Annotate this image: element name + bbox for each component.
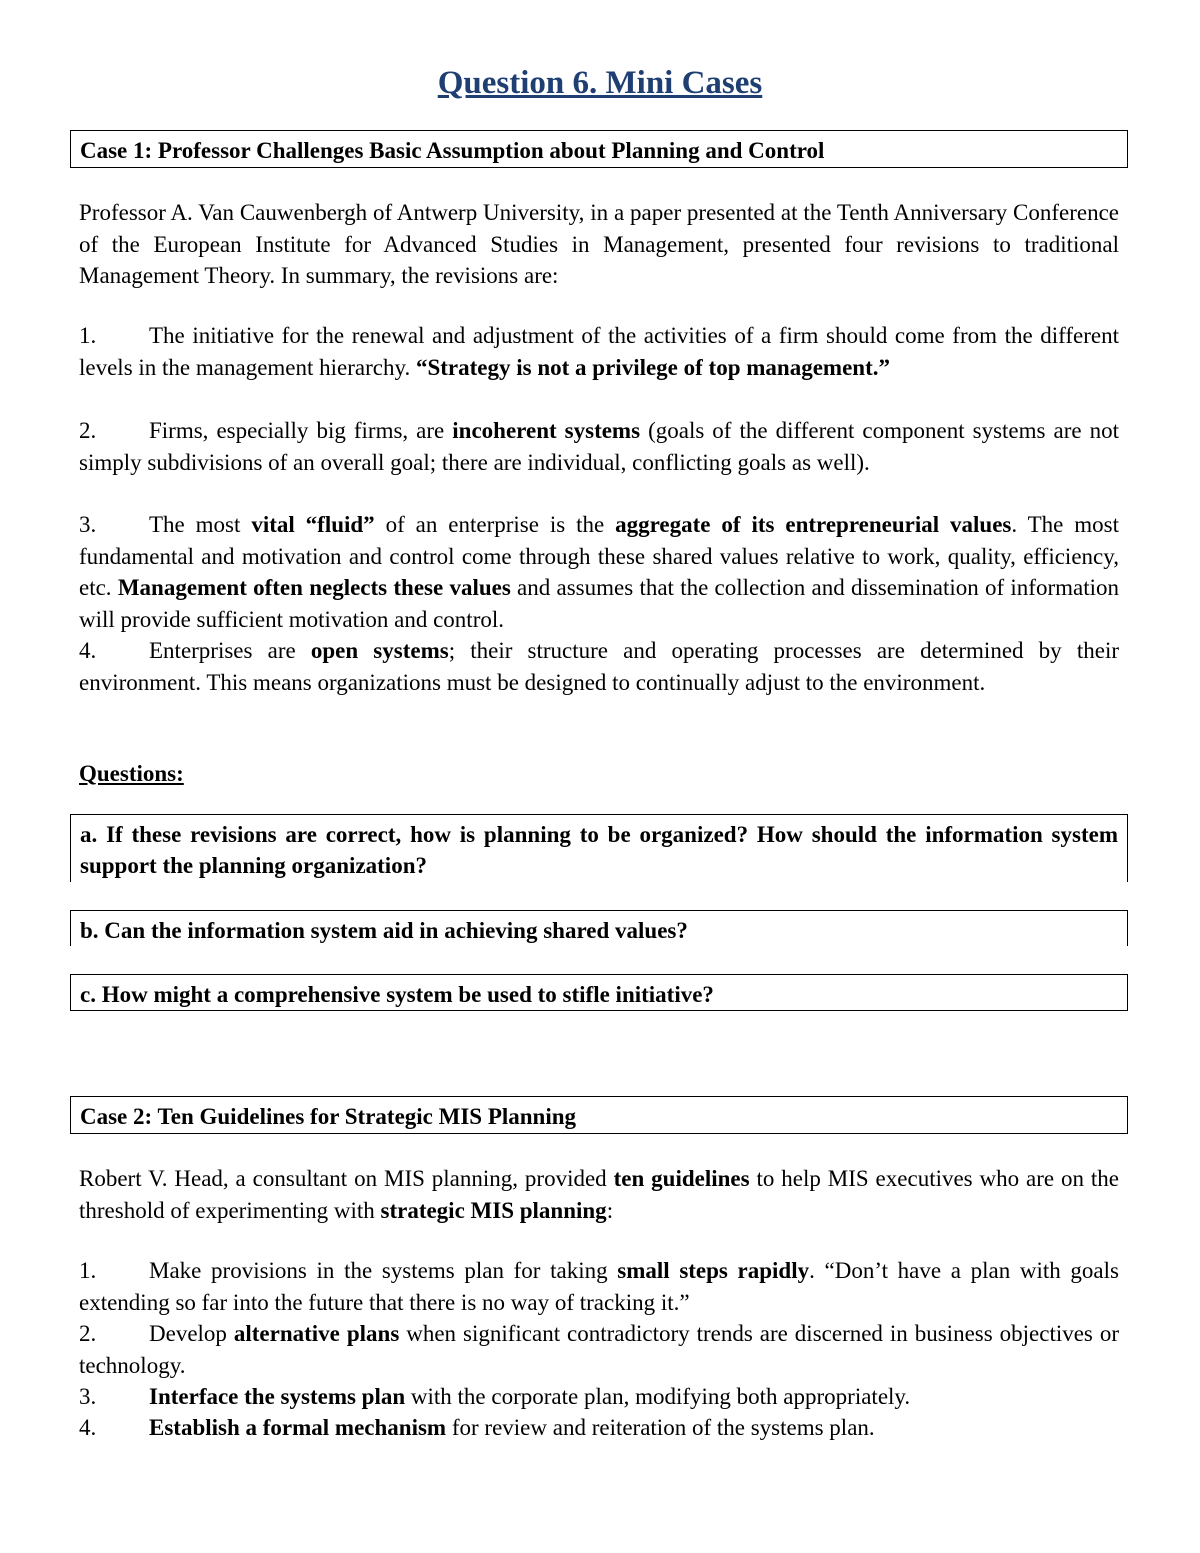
- intro-text: :: [606, 1197, 614, 1223]
- question-b-box: [70, 910, 1128, 946]
- item-bold: open systems: [310, 638, 449, 663]
- item-text: The initiative for the renewal and adjustment of the activities of a firm should come from the different levels in the management hierarchy.: [79, 323, 1119, 380]
- case2-item-1: [79, 1255, 1119, 1318]
- item-number: 1.: [79, 323, 97, 348]
- item-bold: Management often neglects these values: [117, 575, 511, 600]
- case1-item-2: [79, 415, 1119, 478]
- item-text: (goals of the different component systems are not simply subdivisions of an overall goal; there are individual, conflicting goals as well).: [79, 418, 1119, 475]
- item-bold: Interface the systems plan: [149, 1384, 406, 1409]
- case1-heading-box: [70, 130, 1128, 168]
- question-b: b. Can the information system aid in achieving shared values?: [80, 918, 688, 943]
- item-text: Enterprises are: [149, 638, 311, 663]
- question-a-box: [70, 814, 1128, 882]
- item-number: 4.: [79, 638, 97, 663]
- case2-item-4: [79, 1412, 1119, 1444]
- case1-intro: Professor A. Van Cauwenbergh of Antwerp University, in a paper presented at the Tenth Anniversary Conference of the European Institute for Advanced Studies in Management, presented four revisions to traditional Management Theory. In summary, the revisions are:: [79, 200, 1119, 288]
- question-a: a. If these revisions are correct, how is planning to be organized? How should the information system support the planning organization?: [80, 822, 1118, 878]
- question-c: c. How might a comprehensive system be used to stifle initiative?: [80, 982, 714, 1007]
- item-text: for review and reiteration of the systems plan.: [446, 1415, 875, 1440]
- item-text: . The most fundamental and motivation and control come through these shared values relative to work, quality, efficiency, etc.: [79, 512, 1119, 600]
- item-bold: incoherent systems: [452, 418, 641, 443]
- intro-text: Robert V. Head, a consultant on MIS planning, provided: [79, 1166, 614, 1191]
- item-bold: Establish a formal mechanism: [149, 1415, 447, 1440]
- case2-item-3: [79, 1381, 1119, 1413]
- case2-heading-box: [70, 1096, 1128, 1134]
- intro-bold: strategic MIS planning: [380, 1197, 607, 1223]
- item-number: 2.: [79, 418, 97, 443]
- item-text: with the corporate plan, modifying both appropriately.: [405, 1384, 911, 1409]
- questions-label: [79, 758, 1119, 790]
- case1-item-1: [79, 320, 1119, 383]
- item-bold: small steps rapidly: [617, 1258, 810, 1283]
- question-c-box: [70, 974, 1128, 1011]
- intro-text: to help MIS executives who are on the threshold of experimenting with: [79, 1166, 1120, 1223]
- item-text: Make provisions in the systems plan for taking: [149, 1258, 618, 1283]
- case2-heading: Case 2: Ten Guidelines for Strategic MIS Planning: [80, 1104, 577, 1129]
- item-text: and assumes that the collection and dissemination of information will provide sufficient motivation and control.: [79, 575, 1120, 632]
- item-number: 3.: [79, 1384, 97, 1409]
- item-bold: vital “fluid”: [251, 512, 375, 537]
- case1-item-3: [79, 509, 1119, 635]
- item-text: when significant contradictory trends are discerned in business objectives or technology.: [79, 1321, 1119, 1378]
- item-bold: aggregate of its entrepreneurial values: [615, 512, 1012, 537]
- case2-item-2: [79, 1318, 1119, 1381]
- item-bold: alternative plans: [233, 1321, 400, 1346]
- item-number: 4.: [79, 1415, 97, 1440]
- questions-heading: Questions:: [79, 761, 184, 786]
- item-text: ; their structure and operating processes are determined by their environment. This means organizations must be designed to continually adjust to the environment.: [79, 638, 1119, 695]
- item-text: Develop: [149, 1321, 234, 1346]
- item-text: The most: [149, 512, 252, 537]
- case1-item-4: [79, 635, 1119, 698]
- intro-bold: ten guidelines: [613, 1166, 750, 1191]
- item-text: . “Don’t have a plan with goals extending so far into the future that there is no way of tracking it.”: [79, 1258, 1119, 1315]
- item-text: of an enterprise is the: [374, 512, 616, 537]
- case2-intro: [79, 1163, 1119, 1226]
- case1-heading: Case 1: Professor Challenges Basic Assumption about Planning and Control: [80, 138, 825, 163]
- item-number: 3.: [79, 512, 97, 537]
- item-number: 1.: [79, 1258, 97, 1283]
- item-bold: “Strategy is not a privilege of top management.”: [415, 354, 890, 380]
- item-number: 2.: [79, 1321, 97, 1346]
- page-title: Question 6. Mini Cases: [437, 65, 763, 101]
- item-text: Firms, especially big firms, are: [149, 418, 453, 443]
